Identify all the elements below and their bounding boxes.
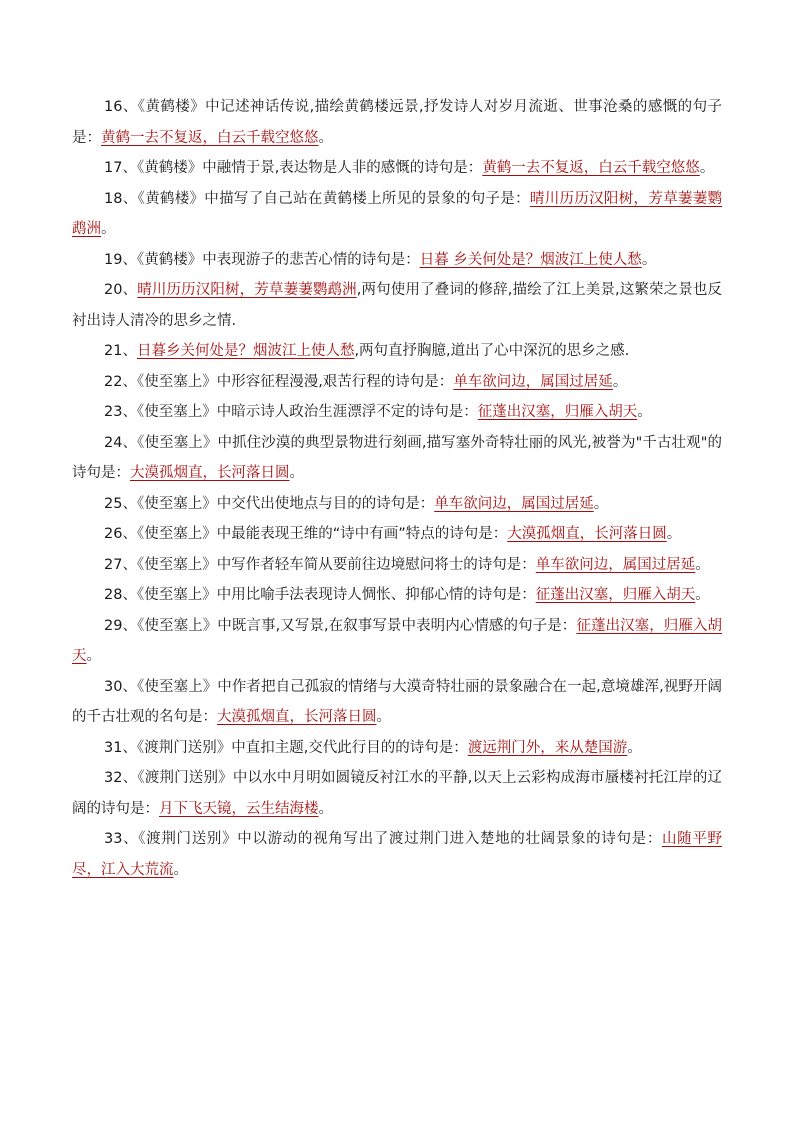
question-text: 《渡荆门送别》中以水中月明如圆镜反衬江水的平静,以天上云彩构成海市蜃楼衬托江岸的辽阔的诗句是： [72,770,723,817]
question-22 [72,367,722,398]
answer-text: 征蓬出汉塞，归雁入胡天 [535,587,696,603]
question-number: 19 [104,251,123,268]
question-26 [72,519,722,550]
question-16 [72,92,722,153]
question-number: 23 [104,404,123,420]
question-25 [72,489,722,520]
question-number: 20 [104,282,123,298]
separator: 、 [122,587,137,603]
question-number: 27 [104,556,123,573]
question-number: 28 [104,587,123,603]
separator: 、 [122,160,137,176]
question-27 [72,550,722,581]
question-number: 33 [104,831,123,847]
question-tail: 。 [699,160,715,176]
answer-text: 黄鹤一去不复返，白云千载空悠悠 [101,129,319,146]
question-number: 24 [104,434,123,451]
question-tail: 。 [376,709,391,725]
question-text: 《渡荆门送别》中以游动的视角写出了渡过荆门进入楚地的壮阔景象的诗句是： [138,831,662,847]
document-page [72,92,722,885]
question-number: 32 [104,770,123,786]
answer-text: 单车欲问边，属国过居延 [535,556,696,573]
question-text: 《使至塞上》中既言事,又写景,在叙事写景中表明内心情感的句子是： [137,617,577,634]
question-33 [72,824,722,885]
question-text: 《使至塞上》中最能表现王维的“诗中有画”特点的诗句是： [136,526,508,542]
answer-text: 大漠孤烟直，长河落日圆 [130,465,290,481]
question-text: 《使至塞上》中作者把自己孤寂的情绪与大漠奇特壮丽的景象融合在一起,意境雄浑,视野开阔的千古壮观的名句是： [72,678,723,725]
question-23 [72,397,722,428]
question-tail: 。 [101,221,116,237]
question-20 [72,275,722,336]
answer-text: 征蓬出汉塞，归雁入胡天 [477,404,638,420]
question-tail: 。 [666,526,682,542]
question-tail: 。 [289,465,304,481]
question-text: 《使至塞上》中暗示诗人政治生涯漂浮不定的诗句是： [136,404,478,420]
answer-text: 晴川历历汉阳树，芳草萋萋鹦鹉洲 [137,282,357,298]
question-number: 25 [104,495,123,512]
question-text: 《黄鹤楼》中表现游子的悲苦心情的诗句是： [136,251,420,268]
question-text: 《黄鹤楼》中描写了自己站在黄鹤楼上所见的景象的句子是： [137,190,530,207]
question-18 [72,184,722,245]
question-tail: 。 [593,495,609,512]
question-24 [72,428,722,489]
separator: 、 [122,190,138,207]
answer-text: 日暮 乡关何处是？烟波江上使人愁 [419,251,642,268]
separator: 、 [122,282,138,298]
question-number: 29 [104,617,123,634]
question-tail: 。 [173,861,188,878]
question-text: 《使至塞上》中交代出使地点与目的的诗句是： [136,495,435,512]
question-17 [72,153,722,184]
question-number: 16 [104,99,123,115]
separator: 、 [122,526,137,542]
question-21 [72,336,722,367]
question-text: 《黄鹤楼》中融情于景,表达物是人非的感慨的诗句是： [136,160,483,176]
question-tail: 。 [695,587,710,603]
question-number: 22 [104,373,123,390]
separator: 、 [122,678,138,695]
question-tail: 。 [318,129,333,146]
question-tail: 。 [637,404,652,420]
separator: 、 [122,556,137,573]
answer-text: 月下飞天镜，云生结海楼 [159,800,319,817]
question-32 [72,763,722,824]
separator: 、 [122,373,137,390]
separator: 、 [122,404,137,420]
question-text: 《渡荆门送别》中直扣主题,交代此行目的的诗句是： [136,739,468,756]
question-31 [72,733,722,764]
question-tail: 。 [612,373,628,390]
separator: 、 [122,434,138,451]
question-number: 21 [104,343,123,359]
question-text: 《使至塞上》中用比喻手法表现诗人惆怅、抑郁心情的诗句是： [136,587,536,603]
question-number: 18 [104,190,123,207]
answer-text: 大漠孤烟直，长河落日圆 [217,709,377,725]
question-19 [72,245,722,276]
separator: 、 [122,343,137,359]
question-tail: 。 [627,739,642,756]
question-text: 《使至塞上》中写作者轻车简从要前往边境慰问将士的诗句是： [136,556,536,573]
question-30 [72,672,722,733]
answer-text: 山随平野尽，江入大荒流 [72,831,723,878]
answer-text: 渡远荆门外，来从楚国游 [467,739,628,756]
separator: 、 [122,831,139,847]
question-tail: ,两句使用了叠词的修辞,描绘了江上美景,这繁荣之景也反衬出诗人清冷的思乡之情. [72,282,723,329]
answer-text: 征蓬出汉塞，归雁入胡天 [72,617,723,664]
question-tail: 。 [641,251,657,268]
answer-text: 单车欲问边，属国过居延 [453,373,613,390]
separator: 、 [122,739,137,756]
separator: 、 [122,617,138,634]
answer-text: 黄鹤一去不复返，白云千载空悠悠 [482,160,700,176]
question-tail: ,两句直抒胸臆,道出了心中深沉的思乡之感. [354,343,630,359]
answer-text: 大漠孤烟直，长河落日圆 [507,526,667,542]
answer-text: 日暮乡关何处是？烟波江上使人愁 [136,343,355,359]
question-number: 31 [104,739,123,756]
question-tail: 。 [318,800,333,817]
question-text: 《使至塞上》中形容征程漫漫,艰苦行程的诗句是： [136,373,454,390]
question-text: 《黄鹤楼》中记述神话传说,描绘黄鹤楼远景,抒发诗人对岁月流逝、世事沧桑的感慨的句子是： [72,99,723,146]
question-29 [72,611,722,672]
separator: 、 [122,99,138,115]
separator: 、 [122,770,138,786]
question-tail: 。 [695,556,710,573]
separator: 、 [122,251,137,268]
question-number: 26 [104,526,123,542]
question-number: 30 [104,678,123,695]
question-number: 17 [104,160,123,176]
answer-text: 晴川历历汉阳树，芳草萋萋鹦鹉洲 [72,190,723,237]
answer-text: 单车欲问边，属国过居延 [434,495,594,512]
separator: 、 [122,495,137,512]
question-28 [72,580,722,611]
question-tail: 。 [86,648,101,664]
question-text: 《使至塞上》中抓住沙漠的典型景物进行刻画,描写塞外奇特壮丽的风光,被誉为"千古壮观"的诗句是： [72,434,723,481]
